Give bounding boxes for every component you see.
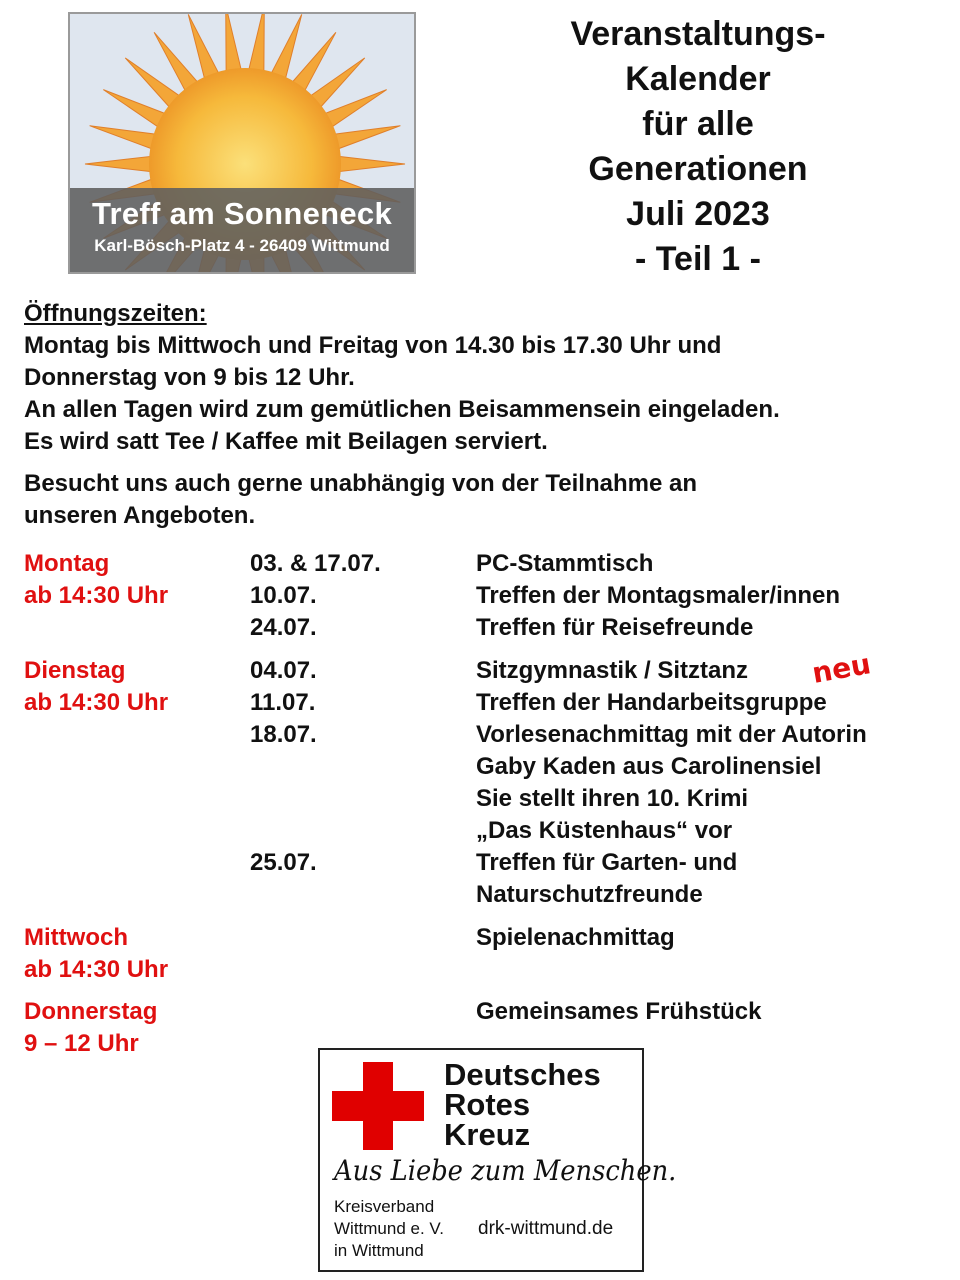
event: Sitzgymnastik / Sitztanz xyxy=(476,657,749,684)
event: Sie stellt ihren 10. Krimi xyxy=(476,785,749,812)
new-badge: neu xyxy=(809,647,874,690)
event: Gaby Kaden aus Carolinensiel xyxy=(476,753,822,780)
title-line: für alle xyxy=(642,105,754,143)
date: 10.07. xyxy=(250,582,317,609)
title-line: Veranstaltungs- xyxy=(570,15,826,53)
time-monday: ab 14:30 Uhr xyxy=(24,582,169,609)
event: Gemeinsames Frühstück xyxy=(476,998,762,1025)
drk-url[interactable]: drk-wittmund.de xyxy=(478,1218,614,1239)
hours-line: Montag bis Mittwoch und Freitag von 14.30 bis 17.30 Uhr und xyxy=(24,332,722,359)
treff-logo xyxy=(68,12,416,274)
drk-name-line: Kreuz xyxy=(444,1117,531,1152)
event: „Das Küstenhaus“ vor xyxy=(476,817,733,844)
day-wednesday: Mittwoch xyxy=(24,924,128,951)
time-thursday: 9 – 12 Uhr xyxy=(24,1030,139,1057)
date: 11.07. xyxy=(250,689,316,716)
title-line: Kalender xyxy=(625,60,771,98)
visit-line: unseren Angeboten. xyxy=(24,502,256,529)
drk-name-line: Rotes xyxy=(444,1087,531,1122)
date: 04.07. xyxy=(250,657,317,684)
hours-line: An allen Tagen wird zum gemütlichen Beisammensein eingeladen. xyxy=(24,396,780,423)
event: Vorlesenachmittag mit der Autorin xyxy=(476,721,867,748)
drk-name-line: Deutsches xyxy=(444,1057,601,1092)
visit-line: Besucht uns auch gerne unabhängig von der Teilnahme an xyxy=(24,470,697,497)
logo-band xyxy=(70,188,414,272)
day-tuesday: Dienstag xyxy=(24,657,126,684)
red-cross-icon xyxy=(332,1062,424,1150)
date: 03. & 17.07. xyxy=(250,550,381,577)
page-title xyxy=(520,12,876,282)
event: Treffen für Garten- und xyxy=(476,849,738,876)
drk-association-line: in Wittmund xyxy=(334,1241,424,1260)
drk-slogan: Aus Liebe zum Menschen. xyxy=(334,1154,677,1187)
date: 18.07. xyxy=(250,721,317,748)
event: Naturschutzfreunde xyxy=(476,881,703,908)
hours-line: Donnerstag von 9 bis 12 Uhr. xyxy=(24,364,355,391)
title-line: Juli 2023 xyxy=(626,195,770,233)
title-line: Generationen xyxy=(588,150,808,188)
drk-association xyxy=(334,1196,444,1262)
logo-title: Treff am Sonneneck xyxy=(92,196,392,231)
date: 25.07. xyxy=(250,849,317,876)
event: Treffen der Montagsmaler/innen xyxy=(476,582,841,609)
time-tuesday: ab 14:30 Uhr xyxy=(24,689,169,716)
title-line: - Teil 1 - xyxy=(635,240,761,278)
day-thursday: Donnerstag xyxy=(24,998,158,1025)
hours-line: Es wird satt Tee / Kaffee mit Beilagen serviert. xyxy=(24,428,548,455)
event: PC-Stammtisch xyxy=(476,550,654,577)
time-wednesday: ab 14:30 Uhr xyxy=(24,956,169,983)
event: Treffen der Handarbeitsgruppe xyxy=(476,689,827,716)
drk-association-line: Kreisverband xyxy=(334,1197,435,1216)
logo-address: Karl-Bösch-Platz 4 - 26409 Wittmund xyxy=(94,236,390,255)
drk-association-line: Wittmund e. V. xyxy=(334,1219,444,1238)
hours-heading: Öffnungszeiten: xyxy=(24,300,207,327)
event: Spielenachmittag xyxy=(476,924,675,951)
drk-name xyxy=(444,1057,601,1152)
date: 24.07. xyxy=(250,614,317,641)
day-monday: Montag xyxy=(24,550,110,577)
drk-logo xyxy=(318,1048,677,1272)
event: Treffen für Reisefreunde xyxy=(476,614,754,641)
